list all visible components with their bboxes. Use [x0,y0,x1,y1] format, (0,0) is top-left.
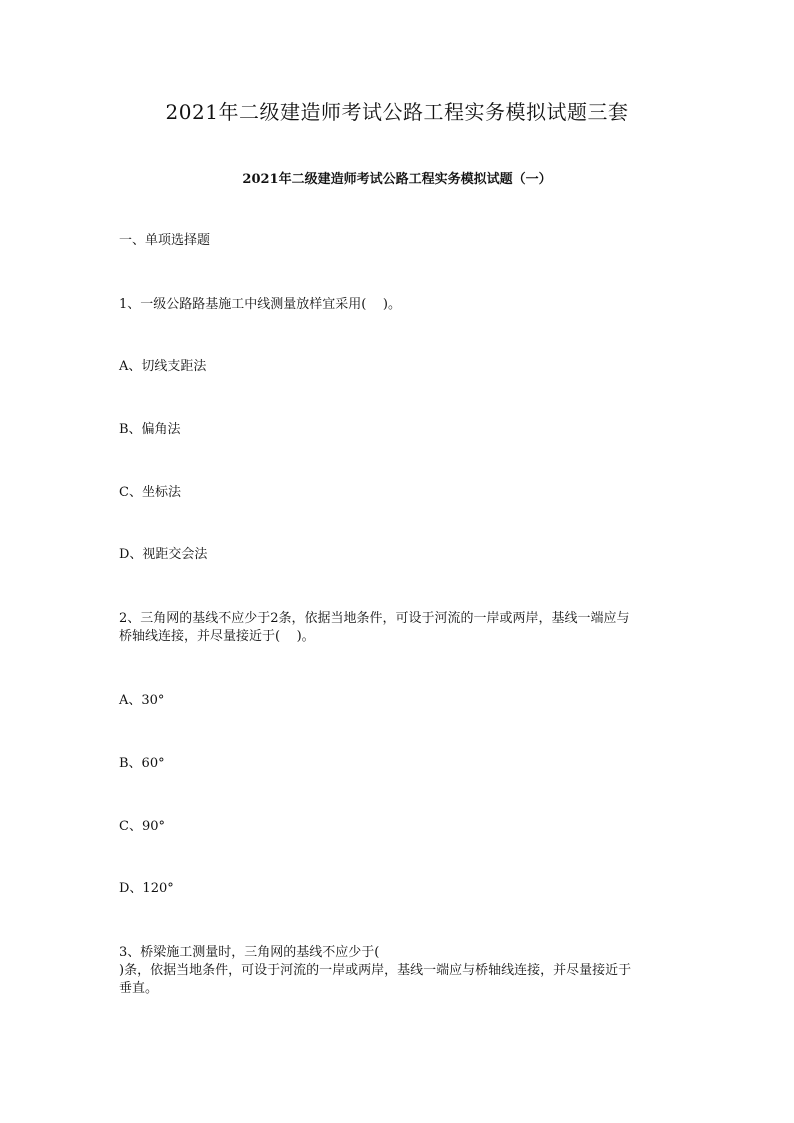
question-1-option-d: D、视距交会法 [119,547,208,562]
question-2-option-a: A、30° [119,693,165,708]
question-1-option-b: B、偏角法 [119,422,181,437]
document-title: 2021年二级建造师考试公路工程实务模拟试题三套 [165,100,629,124]
question-2-option-d: D、120° [119,881,174,896]
document-subtitle: 2021年二级建造师考试公路工程实务模拟试题（一） [242,172,552,187]
question-3-stem-line-1: 3、桥梁施工测量时，三角网的基线不应少于( [119,945,380,960]
question-2-stem-line-2: 桥轴线连接，并尽量接近于( )。 [119,629,315,644]
question-1-option-c: C、坐标法 [119,485,181,500]
question-2-stem-line-1: 2、三角网的基线不应少于2条，依据当地条件，可设于河流的一岸或两岸，基线一端应与 [119,611,630,626]
question-1-stem: 1、一级公路路基施工中线测量放样宜采用( )。 [119,297,401,312]
question-2-option-b: B、60° [119,756,165,771]
question-1-option-a: A、切线支距法 [119,359,207,374]
question-3-stem-line-3: 垂直。 [119,981,159,996]
question-2-option-c: C、90° [119,819,165,834]
question-3-stem-line-2: )条，依据当地条件，可设于河流的一岸或两岸，基线一端应与桥轴线连接，并尽量接近于 [119,963,632,978]
section-heading: 一、单项选择题 [119,233,211,248]
